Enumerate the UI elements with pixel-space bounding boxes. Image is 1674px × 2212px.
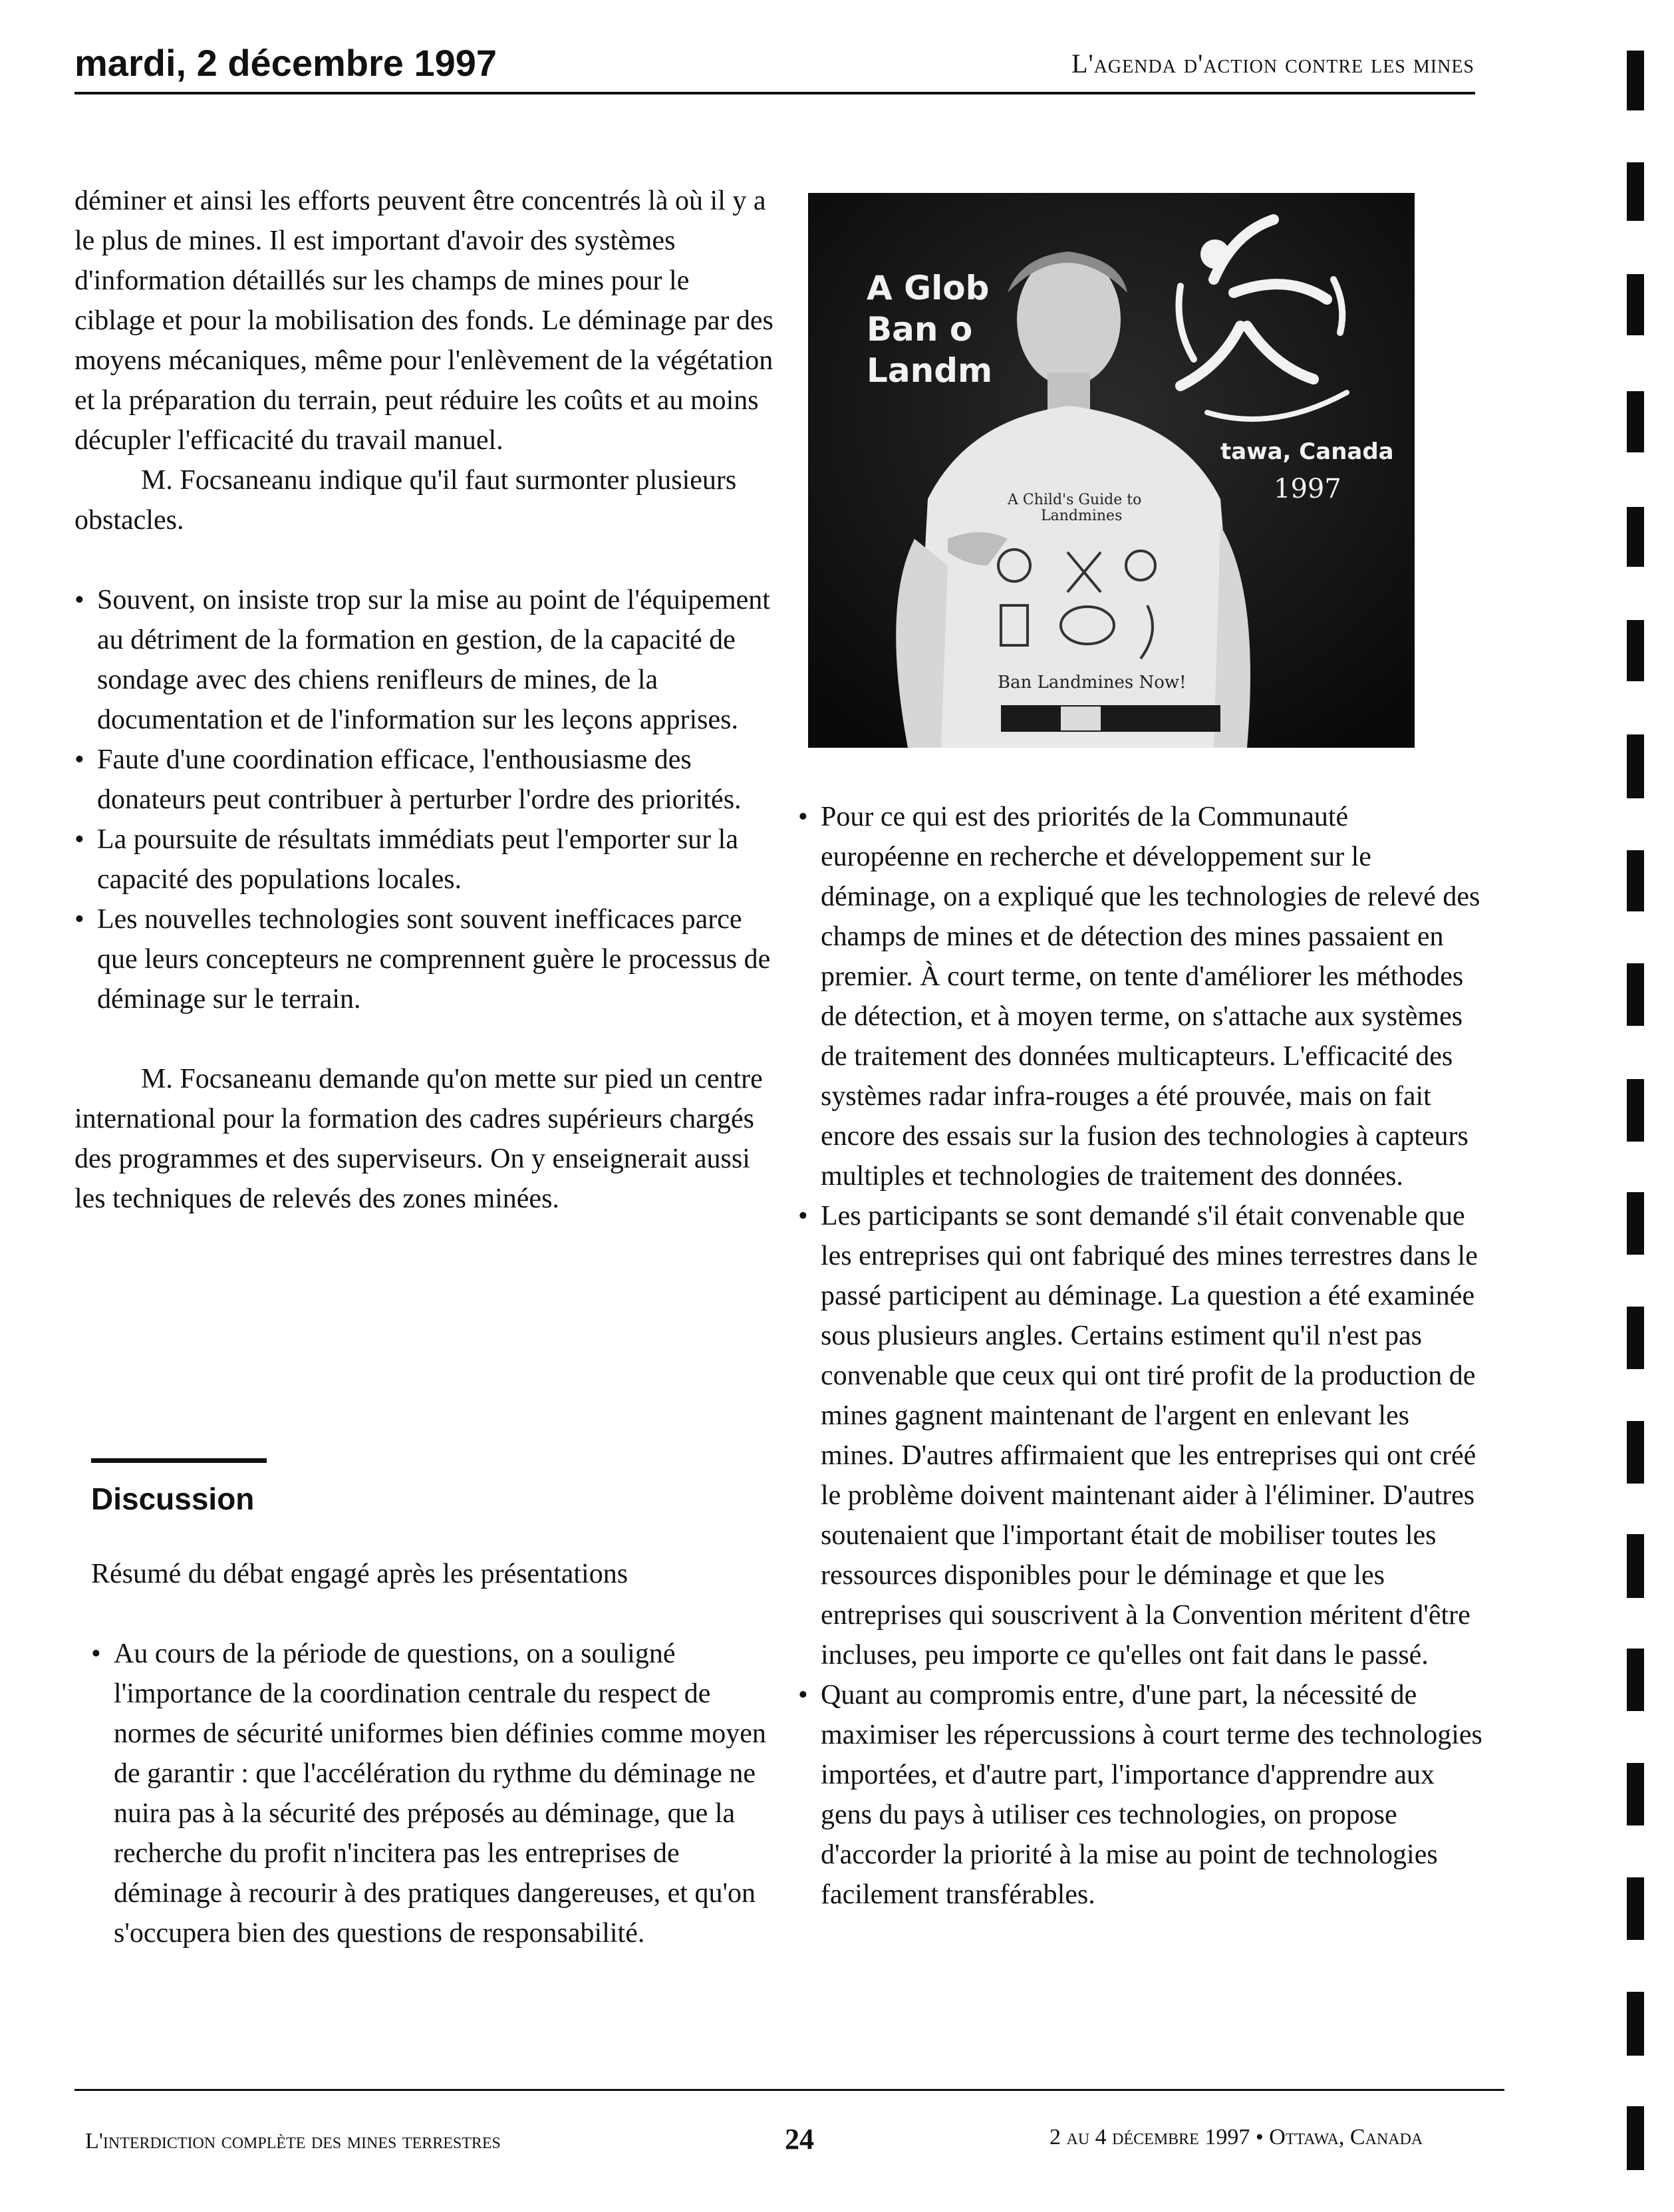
bullet-glyph: •	[798, 1201, 808, 1231]
binding-mark	[1627, 507, 1644, 567]
footer-event-dates: 2 au 4 décembre 1997 • Ottawa, Canada	[1049, 2125, 1423, 2149]
bullet-glyph: •	[91, 1639, 101, 1669]
binding-mark	[1627, 1079, 1644, 1142]
photo-illustration	[808, 193, 1415, 748]
right-column	[798, 797, 1483, 1915]
discussion-block	[91, 1554, 776, 1953]
bullet-glyph: •	[798, 1680, 808, 1710]
banner-year: 1997	[1274, 474, 1341, 504]
bullet-glyph: •	[74, 585, 84, 615]
list-item: • Souvent, on insiste trop sur la mise au point de l'équipement au détriment de la formation en gestion, de la capacité de sondage avec des chiens renifleurs de mines, de la documentation et de l'information sur les leçons apprises.	[74, 580, 774, 740]
binding-mark	[1627, 274, 1644, 335]
page-date-header: mardi, 2 décembre 1997	[74, 42, 497, 84]
binding-mark	[1627, 2106, 1644, 2170]
binding-mark	[1627, 391, 1644, 452]
footer-rule	[74, 2089, 1504, 2091]
intro-paragraph: déminer et ainsi les efforts peuvent être concentrés là où il y a le plus de mines. Il est important d'avoir des systèmes d'information détaillés sur les champs de mines pour le ciblage et pour la mobilisation des fonds. Le déminage par des moyens mécaniques, même pour l'enlèvement de la végétation et la préparation du terrain, peut réduire les coûts et au moins décupler l'efficacité du travail manuel.	[74, 186, 773, 456]
header-rule	[74, 92, 1475, 94]
binding-mark	[1627, 734, 1644, 798]
shirt-slogan: Ban Landmines Now!	[998, 673, 1186, 693]
training-centre-paragraph: M. Focsaneanu demande qu'on mette sur pied un centre international pour la formation des cadres supérieurs chargés des programmes et des superviseurs. On y enseignerait aussi les techniques de relevés des zones minées.	[74, 1064, 763, 1214]
left-column	[74, 181, 774, 1219]
list-item: • Les participants se sont demandé s'il était convenable que les entreprises qui ont fabriqué des mines terrestres dans le passé participent au déminage. La question a été examinée sous plusieurs angles. Certains estiment qu'il n'est pas convenable que ceux qui ont tiré profit de la production de mines gagnent maintenant de l'argent en enlevant les mines. D'autres affirmaient que les entreprises qui ont créé le problème doivent maintenant aider à l'éliminer. D'autres soutenaient que l'important était de mobiliser toutes les ressources disponibles pour le déminage et que les entreprises qui souscrivent à la Convention méritent d'être incluses, peu importe ce qu'elles ont fait dans le passé.	[798, 1196, 1483, 1675]
binding-mark	[1627, 963, 1644, 1026]
binding-mark	[1627, 1534, 1644, 1598]
binding-mark	[1627, 620, 1644, 681]
list-item: • Faute d'une coordination efficace, l'enthousiasme des donateurs peut contribuer à perturber l'ordre des priorités.	[74, 740, 774, 820]
discussion-summary: Résumé du débat engagé après les présentations	[91, 1559, 628, 1589]
banner-line-1: A Glob	[867, 269, 990, 307]
binding-mark	[1627, 51, 1644, 110]
list-item: • Quant au compromis entre, d'une part, la nécessité de maximiser les répercussions à court terme des technologies importées, et d'autre part, l'importance d'apprendre aux gens du pays à utiliser ces technologies, on propose d'accorder la priorité à la mise au point de technologies facilement transférables.	[798, 1675, 1483, 1915]
obstacles-intro-paragraph: M. Focsaneanu indique qu'il faut surmonter plusieurs obstacles.	[74, 465, 737, 536]
binding-mark	[1627, 1649, 1644, 1711]
bullet-glyph: •	[798, 802, 808, 832]
banner-location: tawa, Canada	[1220, 438, 1394, 465]
binding-mark	[1627, 1763, 1644, 1825]
shirt-text-line-2: Landmines	[1041, 508, 1123, 524]
list-item: • Les nouvelles technologies sont souvent inefficaces parce que leurs concepteurs ne comprennent guère le processus de déminage sur le terrain.	[74, 899, 774, 1019]
list-item: • La poursuite de résultats immédiats peut l'emporter sur la capacité des populations locales.	[74, 820, 774, 899]
bullet-glyph: •	[74, 824, 84, 855]
binding-mark	[1627, 1877, 1644, 1940]
shirt-text-line-1: A Child's Guide to	[1008, 492, 1142, 508]
bullet-glyph: •	[74, 904, 84, 935]
binding-mark	[1627, 1192, 1644, 1255]
page-number: 24	[785, 2123, 814, 2155]
obstacles-list	[74, 580, 774, 1019]
list-item: • Au cours de la période de questions, on a souligné l'importance de la coordination centrale du respect de normes de sécurité uniformes bien définies comme moyen de garantir : que l'accélération du rythme du déminage ne nuira pas à la sécurité des préposés au déminage, que la recherche du profit n'incitera pas les entreprises de déminage à recourir à des pratiques dangereuses, et qu'on s'occupera bien des questions de responsabilité.	[91, 1634, 776, 1953]
footer-publication-title: L'interdiction complète des mines terrestres	[85, 2129, 501, 2153]
binding-mark	[1627, 1307, 1644, 1369]
binding-mark	[1627, 1992, 1644, 2056]
section-rule	[91, 1458, 267, 1463]
publication-title-header: L'agenda d'action contre les mines	[1071, 49, 1474, 79]
conference-photo	[808, 193, 1415, 748]
bullet-glyph: •	[74, 744, 84, 775]
banner-line-3: Landm	[867, 351, 993, 390]
binding-mark	[1627, 850, 1644, 911]
discussion-heading: Discussion	[91, 1482, 255, 1516]
list-item: • Pour ce qui est des priorités de la Communauté européenne en recherche et développement sur le déminage, on a expliqué que les technologies de relevé des champs de mines et de détection des mines passaient en premier. À court terme, on tente d'améliorer les méthodes de détection, et à moyen terme, on s'attache aux systèmes de traitement des données multicapteurs. L'efficacité des systèmes radar infra-rouges a été prouvée, mais on fait encore des essais sur la fusion des technologies à capteurs multiples et technologies de traitement des données.	[798, 797, 1483, 1196]
banner-line-2: Ban o	[867, 310, 973, 349]
binding-mark	[1627, 162, 1644, 221]
binding-mark	[1627, 1421, 1644, 1484]
